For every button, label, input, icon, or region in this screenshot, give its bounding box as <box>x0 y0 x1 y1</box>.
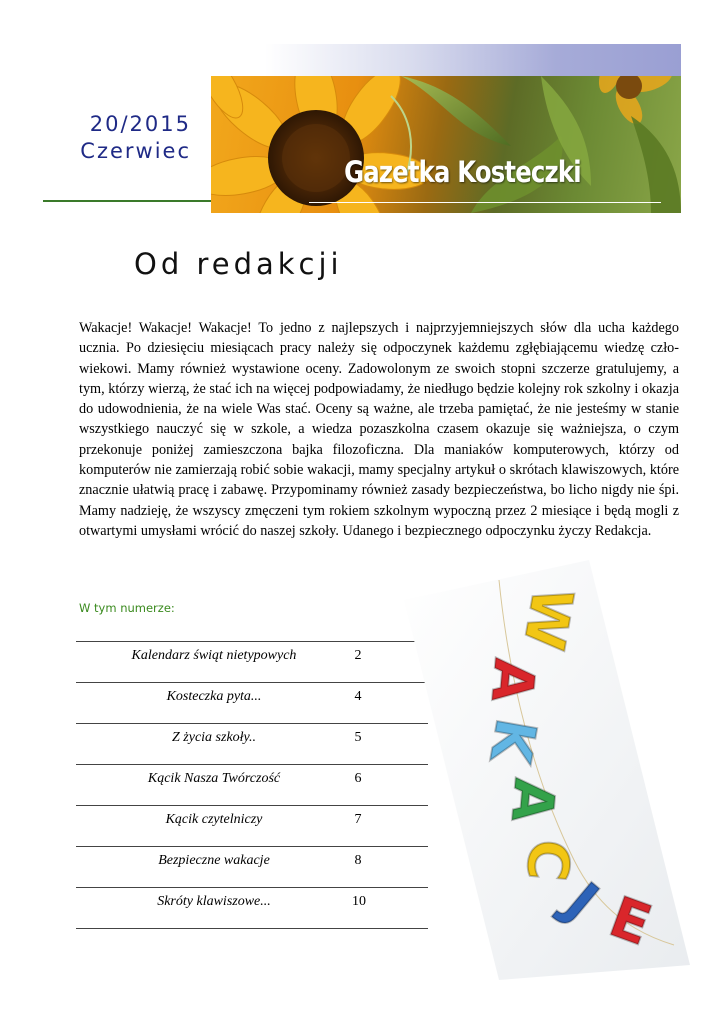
toc-item-page: 8 <box>354 853 362 868</box>
toc-item-title: Kalendarz świąt nietypowych <box>131 648 297 663</box>
felt-letter: W <box>509 582 585 655</box>
toc-row[interactable] <box>76 888 428 929</box>
toc-item-page: 10 <box>352 894 366 909</box>
header-banner <box>211 76 681 213</box>
issue-number: 20/2015 <box>89 112 191 136</box>
felt-letter: A <box>478 655 547 705</box>
toc-item-page: 5 <box>354 730 362 745</box>
felt-letter: K <box>476 713 549 768</box>
editorial-title: Od redakcji <box>134 247 343 281</box>
felt-letter: E <box>601 884 660 959</box>
toc-item-page: 7 <box>354 812 362 827</box>
toc-item-title: Kącik czytelniczy <box>165 812 263 827</box>
toc-row[interactable] <box>76 642 428 683</box>
toc-row[interactable] <box>76 765 428 806</box>
title-underline <box>309 202 661 203</box>
wakacje-photo <box>404 560 690 980</box>
toc-row[interactable] <box>76 806 428 847</box>
newsletter-title: Gazetka Kosteczki <box>344 155 581 189</box>
toc-heading: W tym numerze: <box>79 601 175 615</box>
toc-item-title: Skróty klawiszowe... <box>157 894 271 909</box>
editorial-body: Wakacje! Wakacje! Wakacje! To jedno z najlepszych i najprzyjemniejszych słów dla ucha każdego ucznia. Po dziesięciu miesiącach pracy należy się odpoczynek każdemu zgłębiającemu wiedzę człowiekowi. Mamy również wystawione oceny. Zadowolonym ze swoich stopni szczerze gratulujemy, a tym, którzy wierzą, że stać ich na więcej podpowiadamy, że niedługo będzie kolejny rok szkolny i okazja do udowodnienia, że na wiele Was stać. Oceny są ważne, ale trzeba pamiętać, że nie jesteśmy w stanie wszystkiego nauczyć się w szkole, a wiedza pozaszkolna czasem okazuje się ważniejsza, o czym przekonuje poniżej zamieszczona bajka filozoficzna. Dla maniaków komputerowych, którzy od komputerów nie zamierzają robić sobie wakacji, mamy specjalny artykuł o skrótach klawiszowych, które znacznie ułatwią pracę i zabawę. Przypominamy również zasady bezpieczeństwa, bo licho nigdy nie śpi. Mamy nadzieję, że wszyscy zmęczeni tym rokiem szkolnym wypoczną przez 2 miesiące i będą mogli z otwartymi umysłami wrócić do naszej szkoły. Udanego i bezpiecznego odpoczynku życzy Redakcja. <box>79 320 679 539</box>
header-gradient-bar <box>265 44 681 76</box>
toc-item-page: 4 <box>354 689 362 704</box>
issue-month: Czerwiec <box>80 139 191 163</box>
toc-item-title: Kącik Nasza Twórczość <box>147 771 281 786</box>
toc-list <box>76 641 428 929</box>
toc-row[interactable] <box>76 847 428 888</box>
toc-row[interactable] <box>76 683 428 724</box>
sunflower-illustration <box>211 76 681 213</box>
felt-letter: A <box>498 775 567 825</box>
header-divider <box>43 200 211 202</box>
toc-row[interactable] <box>76 724 428 765</box>
toc-item-title: Kosteczka pyta... <box>166 689 262 704</box>
toc-item-title: Z życia szkoły.. <box>172 730 256 745</box>
toc-item-page: 6 <box>354 771 362 786</box>
toc-item-title: Bezpieczne wakacje <box>158 853 270 868</box>
felt-letter: C <box>513 836 582 884</box>
felt-letter: J <box>552 870 611 935</box>
toc-item-page: 2 <box>354 648 362 663</box>
